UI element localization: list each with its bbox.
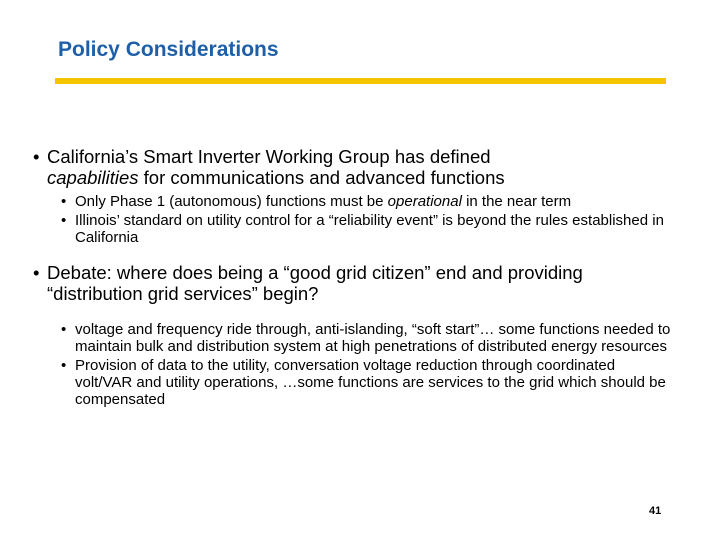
sub-bullet-2-2 xyxy=(61,357,673,408)
sub-bullet-2-1 xyxy=(61,321,673,355)
sub-bullet-1-1-italic: operational xyxy=(387,193,462,210)
bullet-2-text: Debate: where does being a “good grid citizen” end and providing “distribution grid services” begin? xyxy=(47,262,583,304)
title-underline-rule xyxy=(55,78,666,84)
sub-bullet-2-1-text: voltage and frequency ride through, anti-islanding, “soft start”… some functions needed to maintain bulk and distribution system at high penetrations of distributed energy resources xyxy=(75,321,671,355)
sub-bullet-1-2-text: Illinois’ standard on utility control for a “reliability event” is beyond the rules established in California xyxy=(75,212,664,246)
bullet-1-text-cont: for communications and advanced functions xyxy=(138,167,505,188)
spacer xyxy=(33,309,673,321)
bullet-1-italic: capabilities xyxy=(47,167,139,188)
sub-bullet-1-1-text: Only Phase 1 (autonomous) functions must be xyxy=(75,193,388,210)
sub-bullet-dot-icon: • xyxy=(61,193,67,210)
sub-bullet-2-2-text: Provision of data to the utility, conversation voltage reduction through coordinated volt/VAR and utility operations, …some functions are services to the grid which should be compensated xyxy=(75,357,666,408)
bullet-dot-icon: • xyxy=(33,262,40,283)
slide-title: Policy Considerations xyxy=(58,38,279,61)
sub-bullet-1-1-text-cont: in the near term xyxy=(461,193,572,210)
bullet-1 xyxy=(33,146,673,188)
sub-bullet-dot-icon: • xyxy=(61,212,67,229)
spacer xyxy=(33,248,673,262)
bullet-1-text: California’s Smart Inverter Working Group has defined xyxy=(47,146,491,167)
page-number: 41 xyxy=(649,505,662,517)
slide-content xyxy=(33,146,673,410)
sub-bullet-dot-icon: • xyxy=(61,357,67,374)
sub-bullet-1-1 xyxy=(61,193,673,210)
bullet-dot-icon: • xyxy=(33,146,40,167)
bullet-2 xyxy=(33,262,673,304)
sub-bullet-dot-icon: • xyxy=(61,321,67,338)
sub-bullet-1-2 xyxy=(61,212,673,246)
